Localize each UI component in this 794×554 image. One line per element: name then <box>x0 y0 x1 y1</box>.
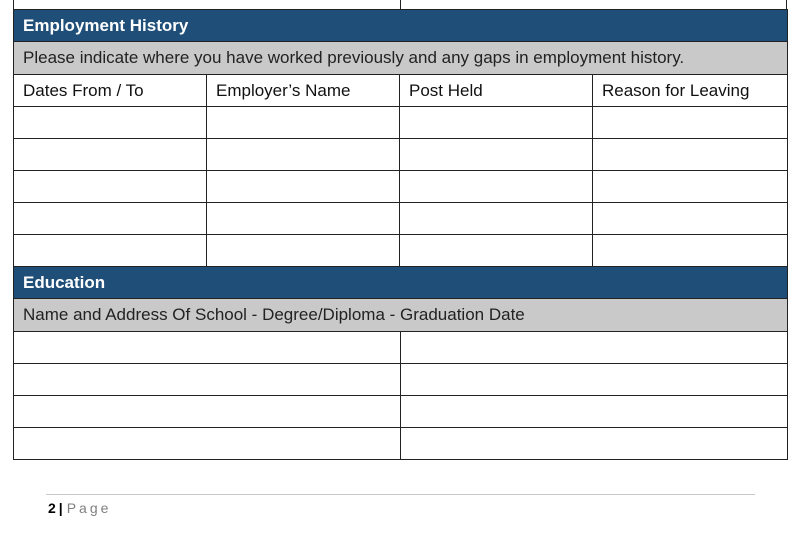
employer-cell[interactable] <box>207 107 400 139</box>
page-label: Page <box>66 500 112 516</box>
post-cell[interactable] <box>400 235 593 267</box>
education-cell[interactable] <box>401 428 788 460</box>
table-row <box>14 364 788 396</box>
previous-table-bottom <box>13 0 787 9</box>
employer-cell[interactable] <box>207 171 400 203</box>
education-cell[interactable] <box>14 364 401 396</box>
dates-cell[interactable] <box>14 107 207 139</box>
education-instruction: Name and Address Of School - Degree/Diploma - Graduation Date <box>14 299 788 332</box>
reason-cell[interactable] <box>593 235 788 267</box>
education-cell[interactable] <box>14 428 401 460</box>
table-row <box>14 396 788 428</box>
footer-separator: | <box>58 500 63 516</box>
table-row <box>14 107 788 139</box>
employment-column-headers <box>14 75 788 107</box>
education-cell[interactable] <box>401 396 788 428</box>
table-row <box>14 332 788 364</box>
education-cell[interactable] <box>14 396 401 428</box>
employer-cell[interactable] <box>207 139 400 171</box>
education-cell[interactable] <box>14 332 401 364</box>
column-header-reason: Reason for Leaving <box>593 75 788 107</box>
education-title: Education <box>14 267 788 299</box>
table-row <box>14 171 788 203</box>
page-number: 2 <box>48 500 56 516</box>
employment-history-title: Employment History <box>14 10 788 42</box>
column-header-dates: Dates From / To <box>14 75 207 107</box>
employer-cell[interactable] <box>207 203 400 235</box>
dates-cell[interactable] <box>14 235 207 267</box>
dates-cell[interactable] <box>14 203 207 235</box>
reason-cell[interactable] <box>593 139 788 171</box>
column-header-employer: Employer’s Name <box>207 75 400 107</box>
application-form <box>13 0 787 460</box>
column-header-post: Post Held <box>400 75 593 107</box>
employment-history-header <box>14 10 788 42</box>
table-row <box>14 235 788 267</box>
post-cell[interactable] <box>400 139 593 171</box>
education-header <box>14 267 788 299</box>
education-table <box>13 266 788 460</box>
employment-history-instruction: Please indicate where you have worked previously and any gaps in employment history. <box>14 42 788 75</box>
dates-cell[interactable] <box>14 171 207 203</box>
dates-cell[interactable] <box>14 139 207 171</box>
employer-cell[interactable] <box>207 235 400 267</box>
reason-cell[interactable] <box>593 171 788 203</box>
post-cell[interactable] <box>400 171 593 203</box>
post-cell[interactable] <box>400 107 593 139</box>
education-cell[interactable] <box>401 364 788 396</box>
reason-cell[interactable] <box>593 203 788 235</box>
table-row <box>14 139 788 171</box>
footer-divider <box>46 494 755 495</box>
education-cell[interactable] <box>401 332 788 364</box>
page-footer <box>48 500 111 516</box>
table-row <box>14 428 788 460</box>
post-cell[interactable] <box>400 203 593 235</box>
employment-history-table <box>13 9 788 267</box>
reason-cell[interactable] <box>593 107 788 139</box>
table-row <box>14 203 788 235</box>
